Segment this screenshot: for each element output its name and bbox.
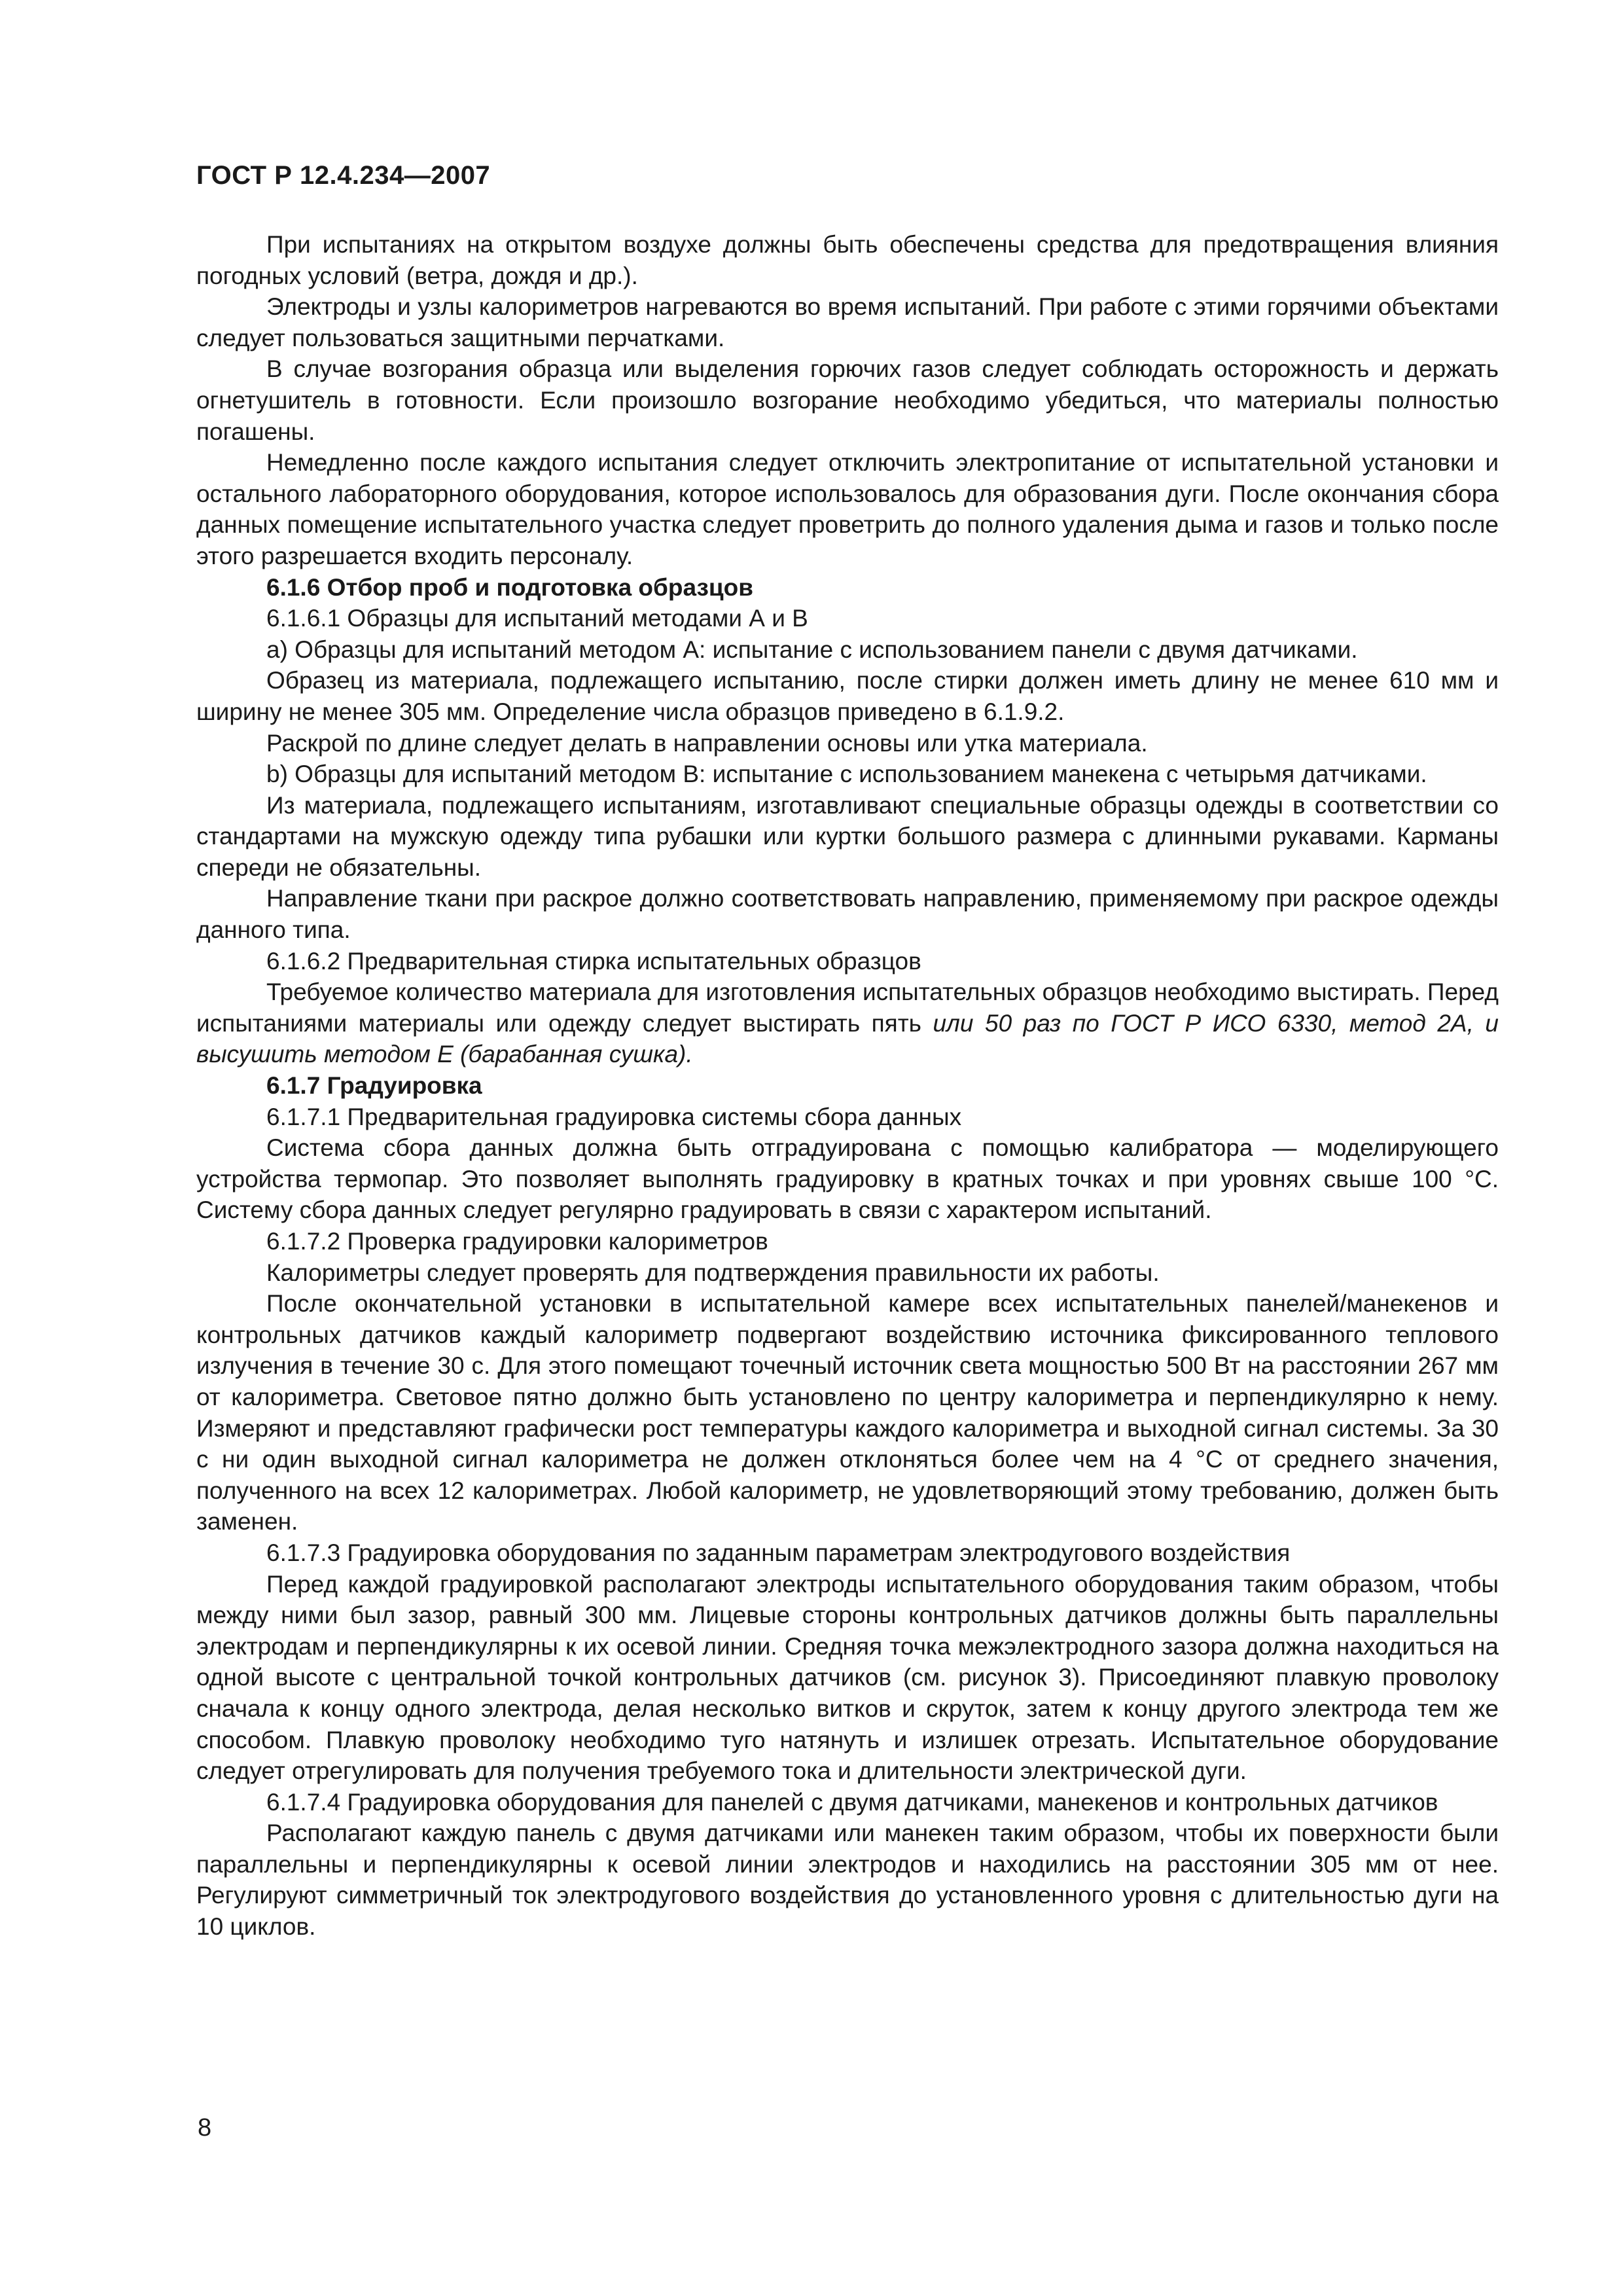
document-body [196, 229, 1499, 1943]
paragraph-text: Располагают каждую панель с двумя датчиками или манекен таким образом, чтобы их поверхности были параллельны и перпендикулярны к осевой линии электродов и находились на расстоянии 305 мм от нее. Регулируют симметричный ток электродугового воздействия до установленного уровня с длительностью дуги на 10 циклов. [196, 1820, 1499, 1941]
paragraph [196, 353, 1499, 447]
paragraph [196, 603, 1499, 634]
paragraph-text: После окончательной установки в испытательной камере всех испытательных панелей/манекенов и контрольных датчиков каждый калориметр подвергают воздействию источника фиксированного теплового излучения в течение 30 с. Для этого помещают точечный источник света мощностью 500 Вт на расстоянии 267 мм от калориметра. Световое пятно должно быть установлено по центру калориметра и перпендикулярно к нему. Измеряют и представляют графически рост температуры каждого калориметра и выходной сигнал системы. За 30 с ни один выходной сигнал калориметра не должен отклоняться более чем на 4 °С от среднего значения, полученного на всех 12 калориметрах. Любой калориметр, не удовлетворяющий этому требованию, должен быть заменен. [196, 1290, 1499, 1535]
paragraph [196, 229, 1499, 291]
paragraph [196, 1787, 1499, 1818]
paragraph-text: Требуемое количество материала для изготовления испытательных образцов необходимо выстирать. Перед испытаниями материалы или одежду следует выстирать пять [196, 978, 1499, 1037]
paragraph-text: 6.1.7.2 Проверка градуировки калориметров [266, 1228, 768, 1255]
paragraph-text: 6.1.7 Градуировка [266, 1072, 482, 1100]
paragraph [196, 1257, 1499, 1289]
paragraph-text: Немедленно после каждого испытания следует отключить электропитание от испытательной установки и остального лабораторного оборудования, которое использовалось для образования дуги. После окончания сбора данных помещение испытательного участка следует проветрить до полного удаления дыма и газов и только после этого разрешается входить персоналу. [196, 449, 1499, 569]
paragraph [196, 728, 1499, 759]
paragraph [196, 977, 1499, 1070]
paragraph-text: 6.1.6 Отбор проб и подготовка образцов [266, 573, 753, 601]
paragraph-text: В случае возгорания образца или выделения горючих газов следует соблюдать осторожность и держать огнетушитель в готовности. Если произошло возгорание необходимо убедиться, что материалы полностью погашены. [196, 355, 1499, 445]
paragraph-text: Образец из материала, подлежащего испытанию, после стирки должен иметь длину не менее 610 мм и ширину не менее 305 мм. Определение числа образцов приведено в 6.1.9.2. [196, 667, 1499, 725]
paragraph-text: b) Образцы для испытаний методом В: испытание с использованием манекена с четырьмя датчиками. [266, 761, 1427, 788]
paragraph [196, 291, 1499, 353]
paragraph [196, 1537, 1499, 1569]
section-heading [196, 1070, 1499, 1102]
paragraph-text: Направление ткани при раскрое должно соответствовать направлению, применяемому при раскрое одежды данного типа. [196, 885, 1499, 944]
paragraph [196, 1132, 1499, 1226]
paragraph [196, 759, 1499, 790]
paragraph-text: Из материала, подлежащего испытаниям, изготавливают специальные образцы одежды в соответствии со стандартами на мужскую одежду типа рубашки или куртки большого размера с длинными рукавами. Карманы спереди не обязательны. [196, 791, 1499, 881]
paragraph-text: Калориметры следует проверять для подтверждения правильности их работы. [266, 1259, 1160, 1286]
paragraph-text: Перед каждой градуировкой располагают электроды испытательного оборудования таким образом, чтобы между ними был зазор, равный 300 мм. Лицевые стороны контрольных датчиков должны быть параллельны электродам и перпендикулярны к их осевой линии. Средняя точка межэлектродного зазора должна находиться на одной высоте с центральной точкой контрольных датчиков (см. рисунок 3). Присоединяют плавкую проволоку сначала к концу одного электрода, делая несколько витков и скруток, затем к концу другого электрода тем же способом. Плавкую проволоку необходимо туго натянуть и излишек отрезать. Испытательное оборудование следует отрегулировать для получения требуемого тока и длительности электрической дуги. [196, 1570, 1499, 1785]
paragraph-italic-text: или 50 раз по ГОСТ Р ИСО 6330, метод 2А, и высушить методом Е (барабанная сушка). [196, 1009, 1499, 1068]
paragraph-text: Система сбора данных должна быть отградуирована с помощью калибратора — моделирующего устройства термопар. Это позволяет выполнять градуировку в кратных точках и при уровнях свыше 100 °С. Систему сбора данных следует регулярно градуировать в связи с характером испытаний. [196, 1134, 1499, 1224]
paragraph-text: а) Образцы для испытаний методом А: испытание с использованием панели с двумя датчиками. [266, 636, 1358, 663]
paragraph [196, 447, 1499, 571]
paragraph [196, 1226, 1499, 1257]
paragraph-text: При испытаниях на открытом воздухе должны быть обеспечены средства для предотвращения влияния погодных условий (ветра, дождя и др.). [196, 231, 1499, 289]
paragraph-text: 6.1.7.3 Градуировка оборудования по заданным параметрам электродугового воздействия [266, 1539, 1291, 1566]
paragraph [196, 790, 1499, 884]
standard-header: ГОСТ Р 12.4.234—2007 [196, 161, 491, 190]
paragraph [196, 1818, 1499, 1942]
paragraph-text: 6.1.7.1 Предварительная градуировка системы сбора данных [266, 1103, 962, 1130]
paragraph-text: 6.1.7.4 Градуировка оборудования для панелей с двумя датчиками, манекенов и контрольных датчиков [266, 1788, 1438, 1816]
paragraph [196, 1569, 1499, 1787]
paragraph [196, 1288, 1499, 1537]
paragraph [196, 883, 1499, 945]
paragraph-text: 6.1.6.1 Образцы для испытаний методами А и В [266, 605, 808, 632]
paragraph-text: 6.1.6.2 Предварительная стирка испытательных образцов [266, 947, 921, 975]
page-number: 8 [198, 2114, 212, 2142]
paragraph [196, 665, 1499, 727]
paragraph [196, 946, 1499, 977]
paragraph [196, 634, 1499, 666]
paragraph-text: Электроды и узлы калориметров нагреваются во время испытаний. При работе с этими горячими объектами следует пользоваться защитными перчатками. [196, 293, 1499, 351]
paragraph-text: Раскрой по длине следует делать в направлении основы или утка материала. [266, 729, 1148, 757]
paragraph [196, 1102, 1499, 1133]
section-heading [196, 572, 1499, 603]
